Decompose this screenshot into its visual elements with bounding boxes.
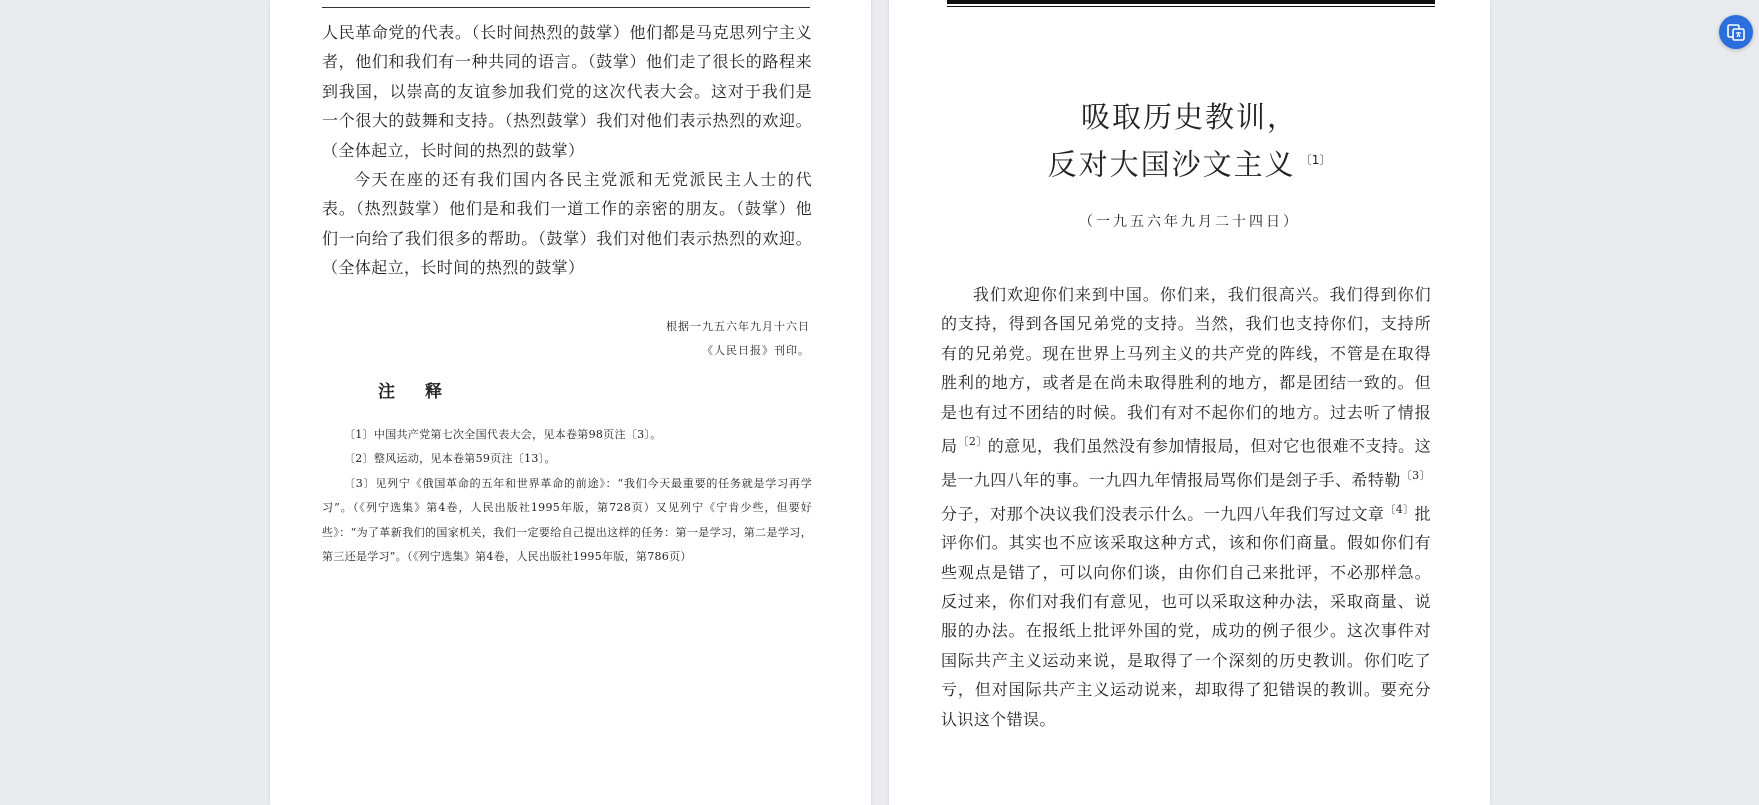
article-title <box>889 96 1490 187</box>
source-line: 根据一九五六年九月十六日 <box>666 320 810 333</box>
page-top-rule <box>322 7 810 8</box>
document-page-left <box>270 0 871 805</box>
source-line: 《人民日报》刊印。 <box>702 344 810 357</box>
body-text-left <box>322 18 812 283</box>
document-page-right <box>889 0 1490 805</box>
body-segment: 的意见，我们虽然没有参加情报局，但对它也很难不支持。这是一九四八年的事。一九四九年情报局骂你们是刽子手、希特勒 <box>941 436 1431 490</box>
note-marker: 〔2〕 <box>957 435 988 449</box>
notes-heading-char: 释 <box>425 382 442 402</box>
note-marker: 〔3〕 <box>1400 468 1432 482</box>
body-segment: 我们欢迎你们来到中国。你们来，我们很高兴。我们得到你们的支持，得到各国兄弟党的支持。当然，我们也支持你们，支持所有的兄弟党。现在世界上马列主义的共产党的阵线，不管是在取得胜利的地方，或者是在尚未取得胜利的地方，都是团结一致的。但是也有过不团结的时候。我们有对不起你们的地方。过去听了情报局 <box>941 285 1431 456</box>
footnote: 〔2〕整风运动，见本卷第59页注〔13〕。 <box>344 452 556 466</box>
title-line: 反对大国沙文主义 $^{〔1〕}$ <box>1047 147 1332 182</box>
translate-button[interactable] <box>1719 15 1753 49</box>
article-date: （一九五六年九月二十四日） <box>1079 214 1300 230</box>
paragraph: 人民革命党的代表。（长时间热烈的鼓掌）他们都是马克思列宁主义者，他们和我们有一种共同的语言。（鼓掌）他们走了很长的路程来到我国，以崇高的友谊参加我们党的这次代表大会。这对于我们是一个很大的鼓舞和支持。（热烈鼓掌）我们对他们表示热烈的欢迎。（全体起立，长时间的热烈的鼓掌） <box>322 23 812 160</box>
footnotes <box>322 423 812 569</box>
page-top-rule-thin <box>947 6 1435 7</box>
title-line: 吸取历史教训， <box>1080 100 1298 134</box>
notes-heading <box>378 377 442 402</box>
footnote: 〔1〕中国共产党第七次全国代表大会，见本卷第98页注〔3〕。 <box>344 428 662 441</box>
notes-heading-char: 注 <box>378 382 395 402</box>
source-note <box>570 315 810 363</box>
note-marker: 〔4〕 <box>1384 502 1415 516</box>
translate-icon <box>1726 22 1746 42</box>
page-top-rule-thick <box>947 0 1435 4</box>
title-note-marker: 〔1〕 <box>1299 153 1332 167</box>
body-text-right <box>941 280 1431 734</box>
footnote: 〔3〕见列宁《俄国革命的五年和世界革命的前途》：“我们今天最重要的任务就是学习再学习”。（《列宁选集》第4卷，人民出版社1995年版，第728页）又见列宁《宁肯少些，但要好些》：“为了革新我们的国家机关，我们一定要给自己提出这样的任务：第一是学习，第二是学习，第三还是学习”。（《列宁选集》第4卷，人民出版社1995年版，第786页） <box>322 476 812 564</box>
body-segment: 分子，对那个决议我们没表示什么。一九四八年我们写过文章 <box>941 503 1385 523</box>
body-segment: 批评你们。其实也不应该采取这种方式，该和你们商量。假如你们有些观点是错了，可以向你们谈，由你们自己来批评，不必那样急。反过来，你们对我们有意见，也可以采取这种办法，采取商量、说服的办法。在报纸上批评外国的党，成功的例子很少。这次事件对国际共产主义运动来说，是取得了一个深刻的历史教训。你们吃了亏，但对国际共产主义运动说来，却取得了犯错误的教训。要充分认识这个错误。 <box>941 503 1431 729</box>
paragraph: 今天在座的还有我们国内各民主党派和无党派民主人士的代表。（热烈鼓掌）他们是和我们一道工作的亲密的朋友。（鼓掌）他们一向给了我们很多的帮助。（鼓掌）我们对他们表示热烈的欢迎。（全体起立，长时间的热烈的鼓掌） <box>322 170 812 278</box>
